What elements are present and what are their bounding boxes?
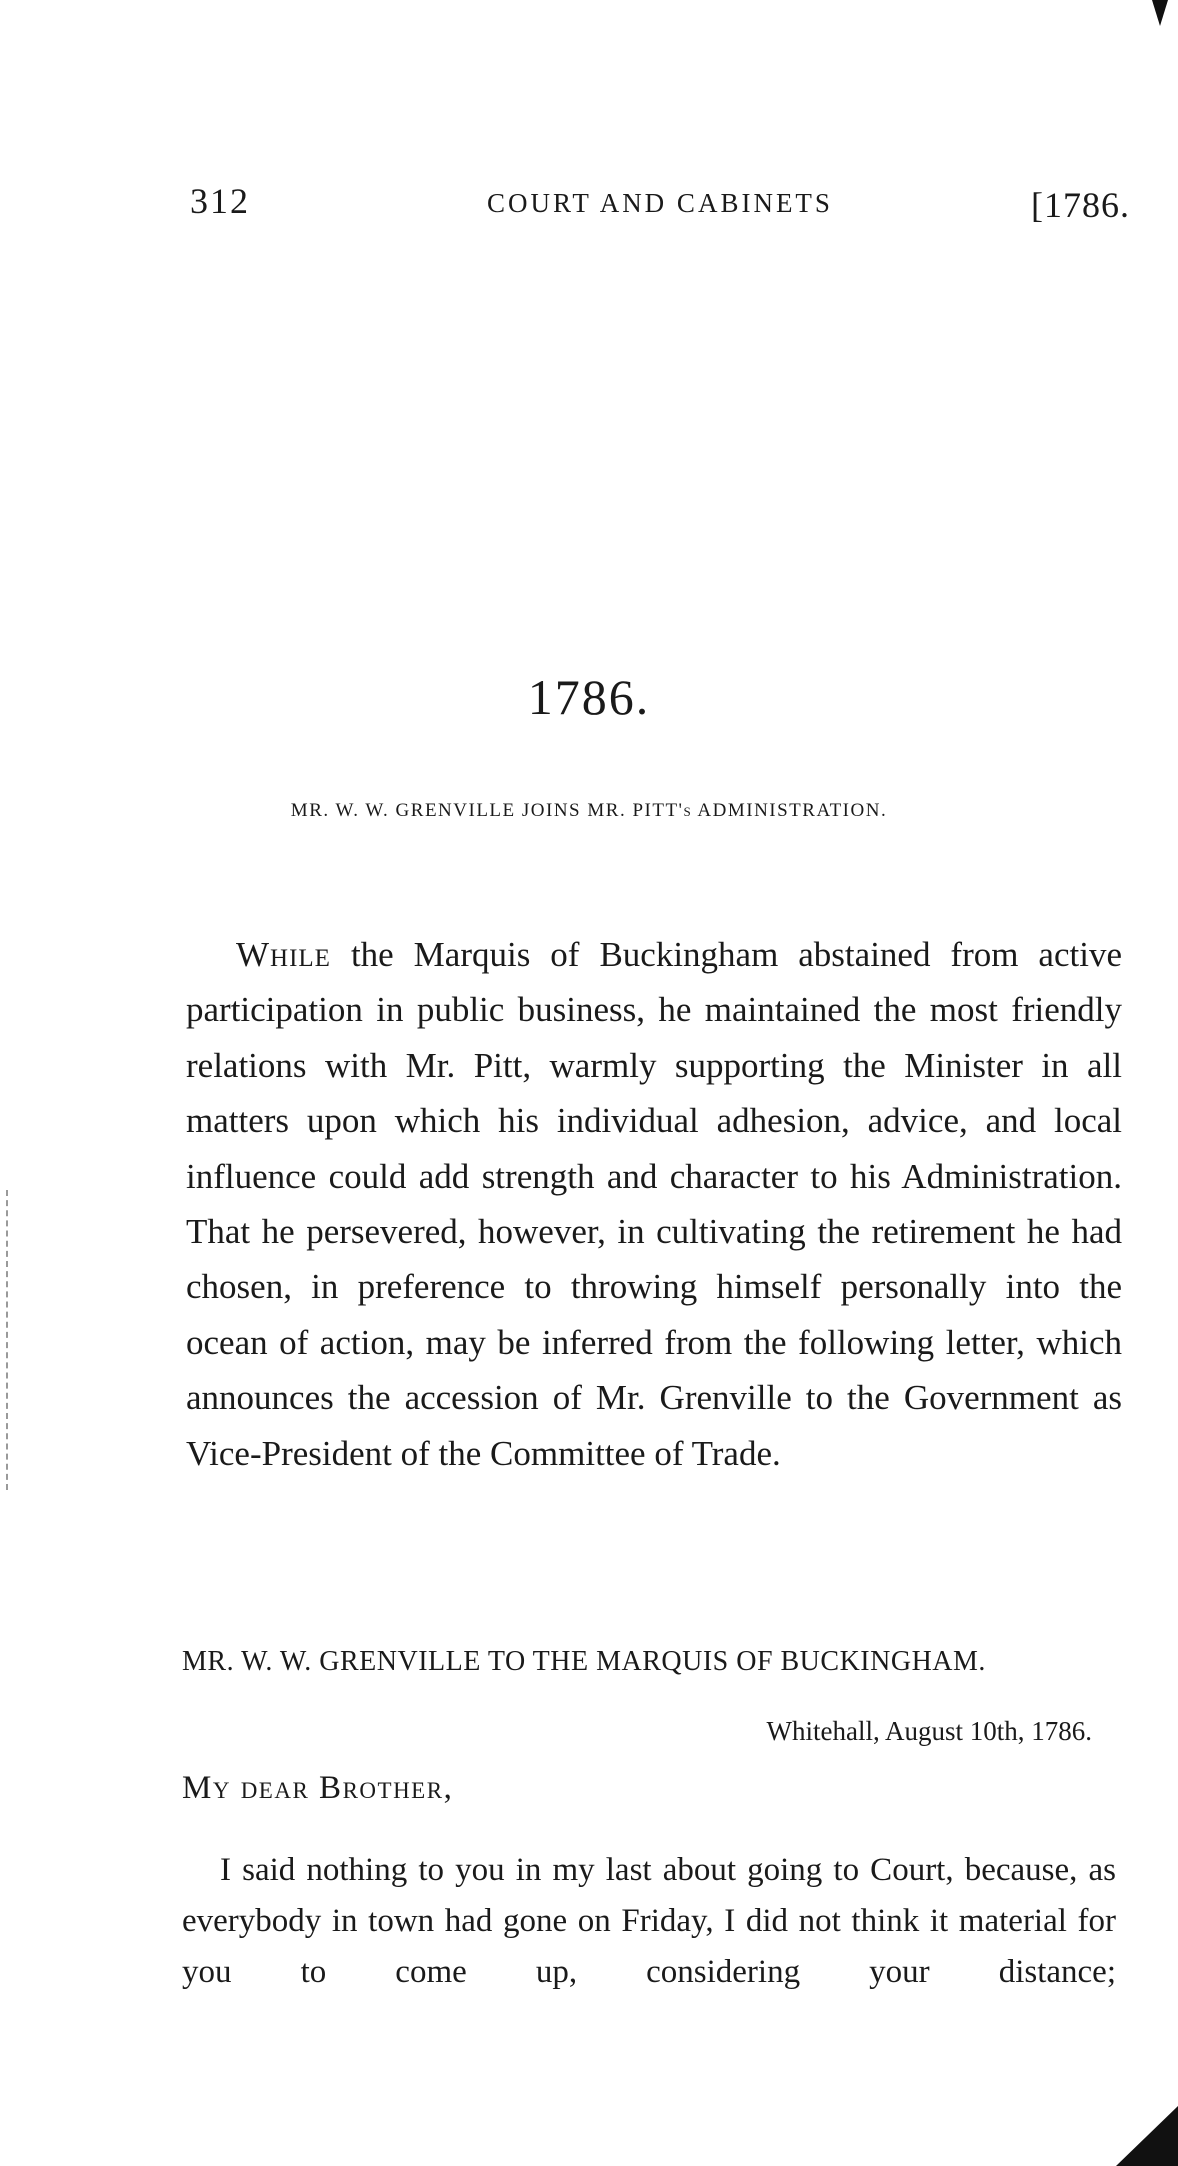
page-number: 312: [190, 181, 250, 221]
scan-corner-mark: [1152, 0, 1168, 26]
letter-heading: MR. W. W. GRENVILLE TO THE MARQUIS OF BUCKINGHAM.: [182, 1646, 986, 1677]
letter-body: I said nothing to you in my last about going to Court, because, as everybody in town had gone on Friday, I did not think it material for you to come up, considering your distance;: [182, 1852, 1116, 1990]
margin-scan-marks: [6, 1190, 12, 1490]
section-heading: MR. W. W. GRENVILLE JOINS MR. PITT's ADMINISTRATION.: [290, 800, 888, 821]
running-title: COURT AND CABINETS: [487, 188, 833, 218]
running-year: [1786.: [1031, 185, 1130, 225]
running-head: [190, 180, 1130, 240]
year-heading: 1786.: [527, 669, 651, 725]
paragraph-text: the Marquis of Buckingham abstained from active participation in public business, he maintained the most friendly relations with Mr. Pitt, warmly supporting the Minister in all matters upon which his individual adhesion, advice, and local influence could add strength and character to his Administration. That he persevered, however, in cultivating the retirement he had chosen, in preference to throwing himself personally into the ocean of action, may be inferred from the following letter, which announces the accession of Mr. Grenville to the Government as Vice-President of the Committee of Trade.: [186, 935, 1122, 1473]
paragraph-lead-word: While: [236, 935, 331, 974]
letter-salutation: My dear Brother,: [182, 1770, 454, 1806]
letter-dateline: Whitehall, August 10th, 1786.: [766, 1716, 1092, 1746]
page-corner-fold: [1116, 2106, 1178, 2166]
body-paragraph: [186, 927, 1122, 1481]
